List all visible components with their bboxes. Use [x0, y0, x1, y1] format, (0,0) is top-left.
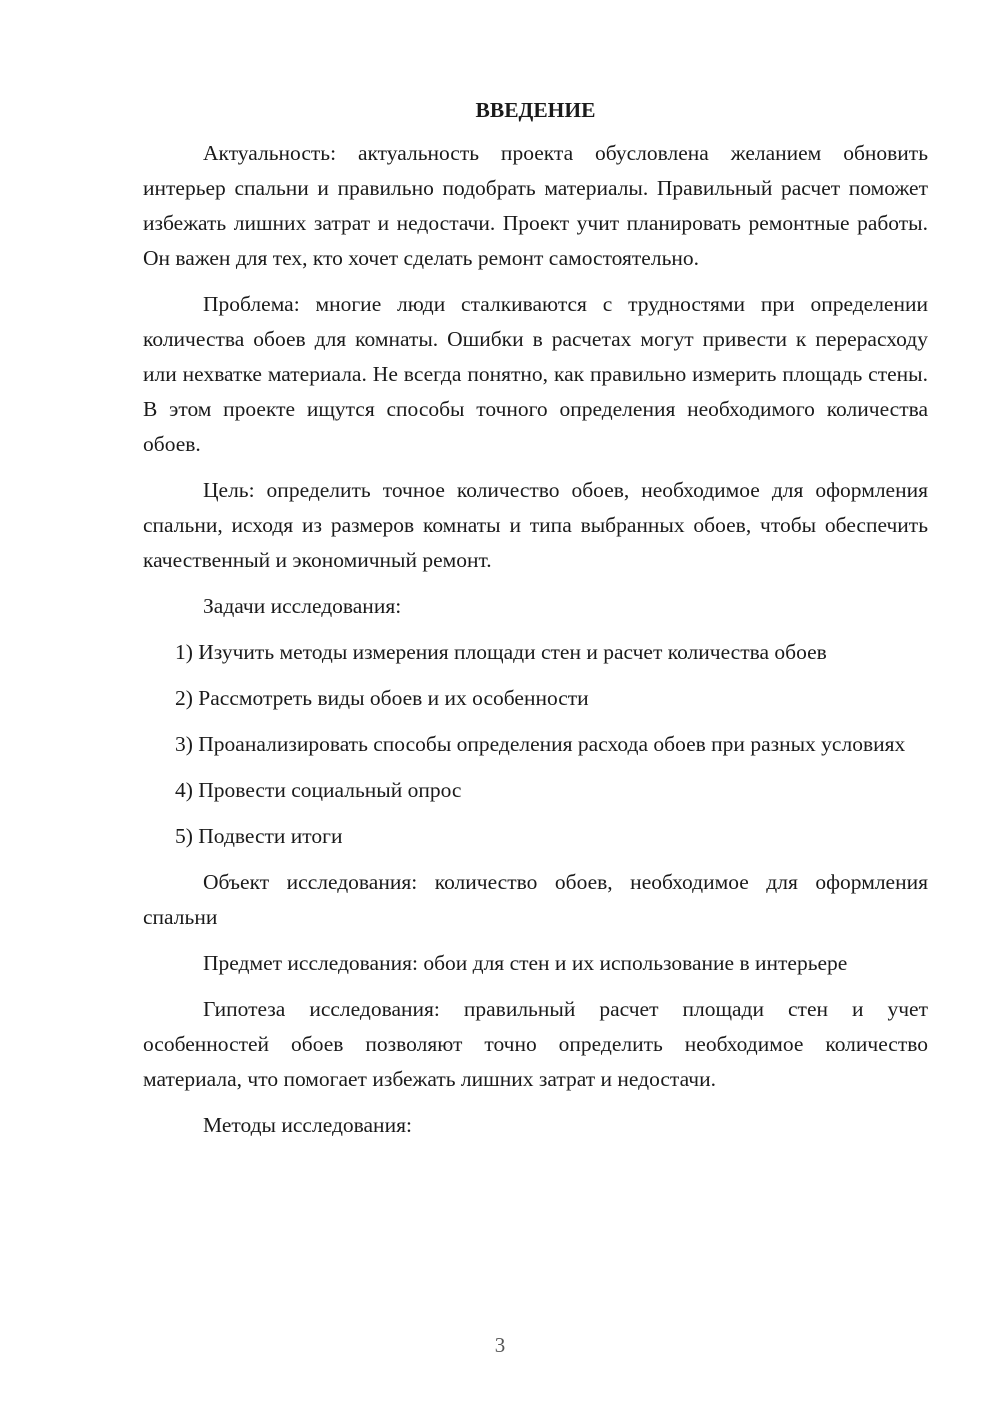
page-number: 3 [494, 1333, 506, 1357]
tasks-heading: Задачи исследования: [203, 594, 402, 618]
task-item: 5) Подвести итоги [175, 824, 343, 848]
section-title: ВВЕДЕНИЕ [475, 98, 596, 122]
object-paragraph: Объект исследования: количество обоев, необходимое для оформления спальни [143, 870, 928, 929]
task-item: 4) Провести социальный опрос [175, 778, 462, 802]
methods-heading: Методы исследования: [203, 1113, 412, 1137]
goal-paragraph: Цель: определить точное количество обоев, необходимое для оформления спальни, исходя из размеров комнаты и типа выбранных обоев, чтобы обеспечить качественный и экономичный ремонт. [143, 478, 928, 572]
problem-paragraph: Проблема: многие люди сталкиваются с трудностями при определении количества обоев для комнаты. Ошибки в расчетах могут привести к перерасходу или нехватке материала. Не всегда понятно, как правильно измерить площадь стены. В этом проекте ищутся способы точного определения необходимого количества обоев. [143, 292, 928, 456]
document-page [143, 95, 928, 1154]
task-item: 3) Проанализировать способы определения расхода обоев при разных условиях [175, 732, 906, 756]
hypothesis-paragraph: Гипотеза исследования: правильный расчет площади стен и учет особенностей обоев позволяют точно определить необходимое количество материала, что помогает избежать лишних затрат и недостачи. [143, 997, 928, 1091]
task-item: 1) Изучить методы измерения площади стен и расчет количества обоев [175, 640, 827, 664]
subject-paragraph: Предмет исследования: обои для стен и их использование в интерьере [203, 951, 848, 975]
relevance-paragraph: Актуальность: актуальность проекта обусловлена желанием обновить интерьер спальни и правильно подобрать материалы. Правильный расчет поможет избежать лишних затрат и недостачи. Проект учит планировать ремонтные работы. Он важен для тех, кто хочет сделать ремонт самостоятельно. [143, 141, 928, 270]
task-item: 2) Рассмотреть виды обоев и их особенности [175, 686, 589, 710]
